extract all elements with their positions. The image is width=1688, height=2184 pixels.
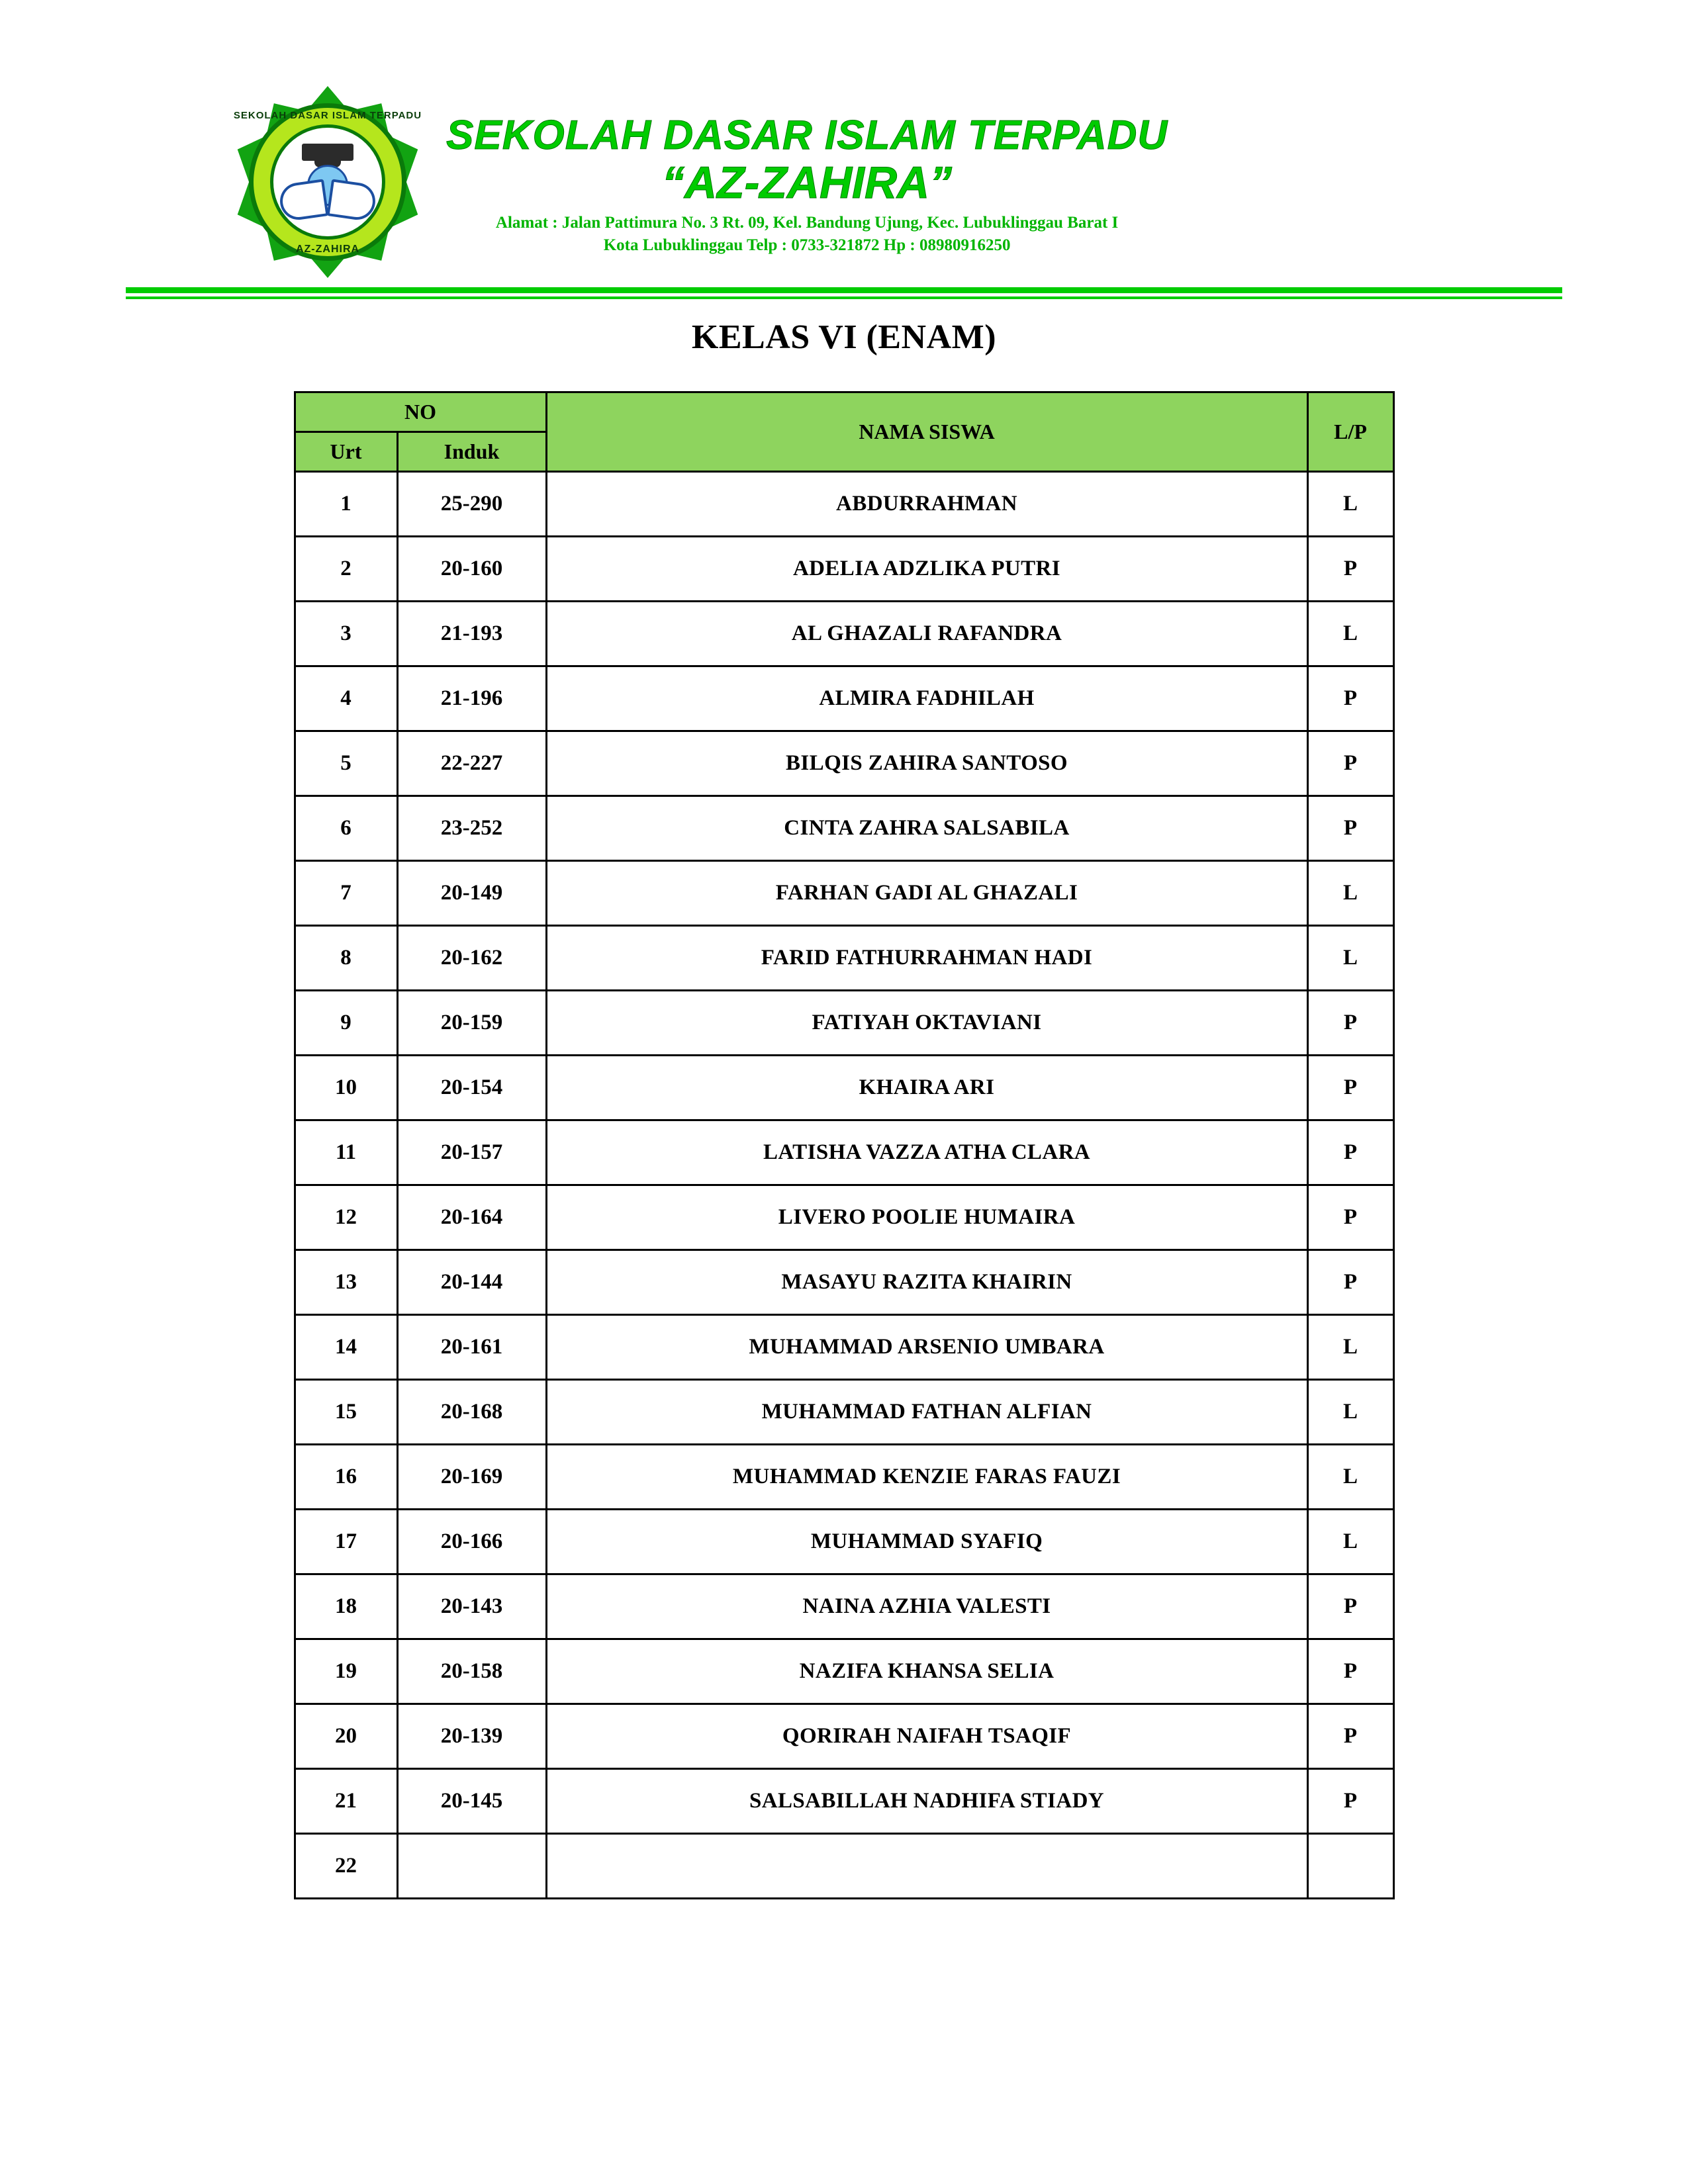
- cell-no-induk: 20-157: [397, 1120, 546, 1185]
- cell-jenis-kelamin: P: [1307, 537, 1393, 602]
- cell-nama-siswa: ALMIRA FADHILAH: [546, 666, 1307, 731]
- cell-jenis-kelamin: L: [1307, 1315, 1393, 1380]
- cell-jenis-kelamin: P: [1307, 1769, 1393, 1834]
- cell-nama-siswa: LATISHA VAZZA ATHA CLARA: [546, 1120, 1307, 1185]
- cell-nama-siswa: MASAYU RAZITA KHAIRIN: [546, 1250, 1307, 1315]
- cell-nama-siswa: QORIRAH NAIFAH TSAQIF: [546, 1704, 1307, 1769]
- header-induk: Induk: [397, 432, 546, 472]
- cell-no-urut: 2: [295, 537, 397, 602]
- cell-jenis-kelamin: P: [1307, 796, 1393, 861]
- cell-no-induk: 20-139: [397, 1704, 546, 1769]
- cell-jenis-kelamin: L: [1307, 472, 1393, 537]
- logo-text-bottom: AZ-ZAHIRA: [295, 244, 360, 255]
- letterhead-divider: [126, 287, 1562, 299]
- table-header: [295, 392, 1393, 472]
- cell-nama-siswa: FARHAN GADI AL GHAZALI: [546, 861, 1307, 926]
- cell-no-urut: 21: [295, 1769, 397, 1834]
- cell-no-induk: [397, 1834, 546, 1899]
- cell-no-urut: 14: [295, 1315, 397, 1380]
- divider-thick: [126, 287, 1562, 293]
- cell-no-induk: 23-252: [397, 796, 546, 861]
- cell-jenis-kelamin: P: [1307, 1704, 1393, 1769]
- cell-no-induk: 20-143: [397, 1574, 546, 1639]
- cell-no-induk: 20-161: [397, 1315, 546, 1380]
- table-row: [295, 1445, 1393, 1510]
- cell-no-urut: 7: [295, 861, 397, 926]
- cell-no-induk: 21-196: [397, 666, 546, 731]
- table-row: [295, 1510, 1393, 1574]
- table-row: [295, 666, 1393, 731]
- cell-no-urut: 20: [295, 1704, 397, 1769]
- table-row: [295, 796, 1393, 861]
- cell-no-urut: 9: [295, 991, 397, 1056]
- header-no-group: NO: [295, 392, 546, 432]
- cell-no-urut: 11: [295, 1120, 397, 1185]
- cell-no-urut: 15: [295, 1380, 397, 1445]
- cell-no-induk: 20-168: [397, 1380, 546, 1445]
- cell-nama-siswa: NAZIFA KHANSA SELIA: [546, 1639, 1307, 1704]
- cell-no-urut: 12: [295, 1185, 397, 1250]
- cell-jenis-kelamin: L: [1307, 926, 1393, 991]
- cell-no-induk: 20-149: [397, 861, 546, 926]
- cell-no-urut: 6: [295, 796, 397, 861]
- header-lp: L/P: [1307, 392, 1393, 472]
- table-row: [295, 1120, 1393, 1185]
- table-row: [295, 602, 1393, 666]
- cell-no-induk: 20-169: [397, 1445, 546, 1510]
- book-right-icon: [326, 179, 377, 222]
- table-row: [295, 1380, 1393, 1445]
- page-title: KELAS VI (ENAM): [691, 318, 997, 356]
- cell-no-urut: 13: [295, 1250, 397, 1315]
- table-row: [295, 1639, 1393, 1704]
- cell-no-induk: 22-227: [397, 731, 546, 796]
- cell-no-urut: 3: [295, 602, 397, 666]
- cell-no-urut: 10: [295, 1056, 397, 1120]
- cell-nama-siswa: MUHAMMAD ARSENIO UMBARA: [546, 1315, 1307, 1380]
- table-row: [295, 537, 1393, 602]
- cell-nama-siswa: FATIYAH OKTAVIANI: [546, 991, 1307, 1056]
- header-nama-siswa: NAMA SISWA: [546, 392, 1307, 472]
- cell-jenis-kelamin: L: [1307, 1380, 1393, 1445]
- cell-no-urut: 18: [295, 1574, 397, 1639]
- cell-nama-siswa: AL GHAZALI RAFANDRA: [546, 602, 1307, 666]
- cell-no-induk: 20-158: [397, 1639, 546, 1704]
- cell-no-urut: 5: [295, 731, 397, 796]
- cell-no-urut: 19: [295, 1639, 397, 1704]
- table-row: [295, 861, 1393, 926]
- cell-nama-siswa: MUHAMMAD SYAFIQ: [546, 1510, 1307, 1574]
- cell-jenis-kelamin: P: [1307, 991, 1393, 1056]
- cell-nama-siswa: ADELIA ADZLIKA PUTRI: [546, 537, 1307, 602]
- cell-no-induk: 20-160: [397, 537, 546, 602]
- book-left-icon: [277, 179, 328, 222]
- cell-nama-siswa: LIVERO POOLIE HUMAIRA: [546, 1185, 1307, 1250]
- cell-nama-siswa: MUHAMMAD FATHAN ALFIAN: [546, 1380, 1307, 1445]
- cell-no-induk: 20-166: [397, 1510, 546, 1574]
- cell-no-induk: 20-145: [397, 1769, 546, 1834]
- cell-no-urut: 16: [295, 1445, 397, 1510]
- table-row: [295, 991, 1393, 1056]
- cell-jenis-kelamin: L: [1307, 1510, 1393, 1574]
- cell-jenis-kelamin: P: [1307, 1056, 1393, 1120]
- cell-no-induk: 20-164: [397, 1185, 546, 1250]
- table-row: [295, 1185, 1393, 1250]
- cell-nama-siswa: BILQIS ZAHIRA SANTOSO: [546, 731, 1307, 796]
- school-name: SEKOLAH DASAR ISLAM TERPADU: [446, 113, 1168, 159]
- graduation-cap-icon: [302, 144, 353, 161]
- cell-no-urut: 17: [295, 1510, 397, 1574]
- cell-nama-siswa: ABDURRAHMAN: [546, 472, 1307, 537]
- cell-nama-siswa: [546, 1834, 1307, 1899]
- cell-jenis-kelamin: P: [1307, 1250, 1393, 1315]
- school-alias: “AZ-ZAHIRA”: [662, 158, 953, 208]
- letterhead-text: [446, 107, 1168, 256]
- cell-nama-siswa: SALSABILLAH NADHIFA STIADY: [546, 1769, 1307, 1834]
- cell-jenis-kelamin: [1307, 1834, 1393, 1899]
- cell-jenis-kelamin: L: [1307, 861, 1393, 926]
- table-row: [295, 1315, 1393, 1380]
- cell-nama-siswa: KHAIRA ARI: [546, 1056, 1307, 1120]
- cell-no-induk: 25-290: [397, 472, 546, 537]
- divider-thin: [126, 296, 1562, 299]
- cell-nama-siswa: MUHAMMAD KENZIE FARAS FAUZI: [546, 1445, 1307, 1510]
- table-row: [295, 1704, 1393, 1769]
- cell-jenis-kelamin: P: [1307, 1574, 1393, 1639]
- cell-jenis-kelamin: P: [1307, 731, 1393, 796]
- table-row: [295, 472, 1393, 537]
- cell-no-induk: 20-162: [397, 926, 546, 991]
- header-urt: Urt: [295, 432, 397, 472]
- cell-no-urut: 22: [295, 1834, 397, 1899]
- table-row: [295, 1834, 1393, 1899]
- cell-nama-siswa: CINTA ZAHRA SALSABILA: [546, 796, 1307, 861]
- cell-jenis-kelamin: P: [1307, 666, 1393, 731]
- cell-jenis-kelamin: P: [1307, 1120, 1393, 1185]
- school-contact: Kota Lubuklinggau Telp : 0733-321872 Hp : 08980916250: [603, 236, 1011, 254]
- logo-text-top: SEKOLAH DASAR ISLAM TERPADU: [233, 110, 422, 121]
- table-row: [295, 731, 1393, 796]
- cell-no-induk: 20-159: [397, 991, 546, 1056]
- school-logo: [232, 86, 424, 278]
- cell-no-induk: 20-154: [397, 1056, 546, 1120]
- table-row: [295, 1574, 1393, 1639]
- cell-no-induk: 21-193: [397, 602, 546, 666]
- table-row: [295, 1056, 1393, 1120]
- table-row: [295, 1769, 1393, 1834]
- cell-no-urut: 1: [295, 472, 397, 537]
- table-body: [295, 472, 1393, 1899]
- cell-nama-siswa: FARID FATHURRAHMAN HADI: [546, 926, 1307, 991]
- cell-no-induk: 20-144: [397, 1250, 546, 1315]
- student-roster-table: [294, 391, 1395, 1899]
- cell-no-urut: 4: [295, 666, 397, 731]
- cell-nama-siswa: NAINA AZHIA VALESTI: [546, 1574, 1307, 1639]
- table-row: [295, 926, 1393, 991]
- cell-jenis-kelamin: L: [1307, 1445, 1393, 1510]
- cell-no-urut: 8: [295, 926, 397, 991]
- logo-inner-circle: [270, 124, 385, 240]
- table-row: [295, 1250, 1393, 1315]
- table-header-row-1: [295, 392, 1393, 432]
- letterhead: [126, 86, 1562, 278]
- roster-table-container: [126, 391, 1562, 1899]
- cell-jenis-kelamin: P: [1307, 1639, 1393, 1704]
- cell-jenis-kelamin: P: [1307, 1185, 1393, 1250]
- cell-jenis-kelamin: L: [1307, 602, 1393, 666]
- school-address: Alamat : Jalan Pattimura No. 3 Rt. 09, Kel. Bandung Ujung, Kec. Lubuklinggau Barat I: [495, 214, 1119, 232]
